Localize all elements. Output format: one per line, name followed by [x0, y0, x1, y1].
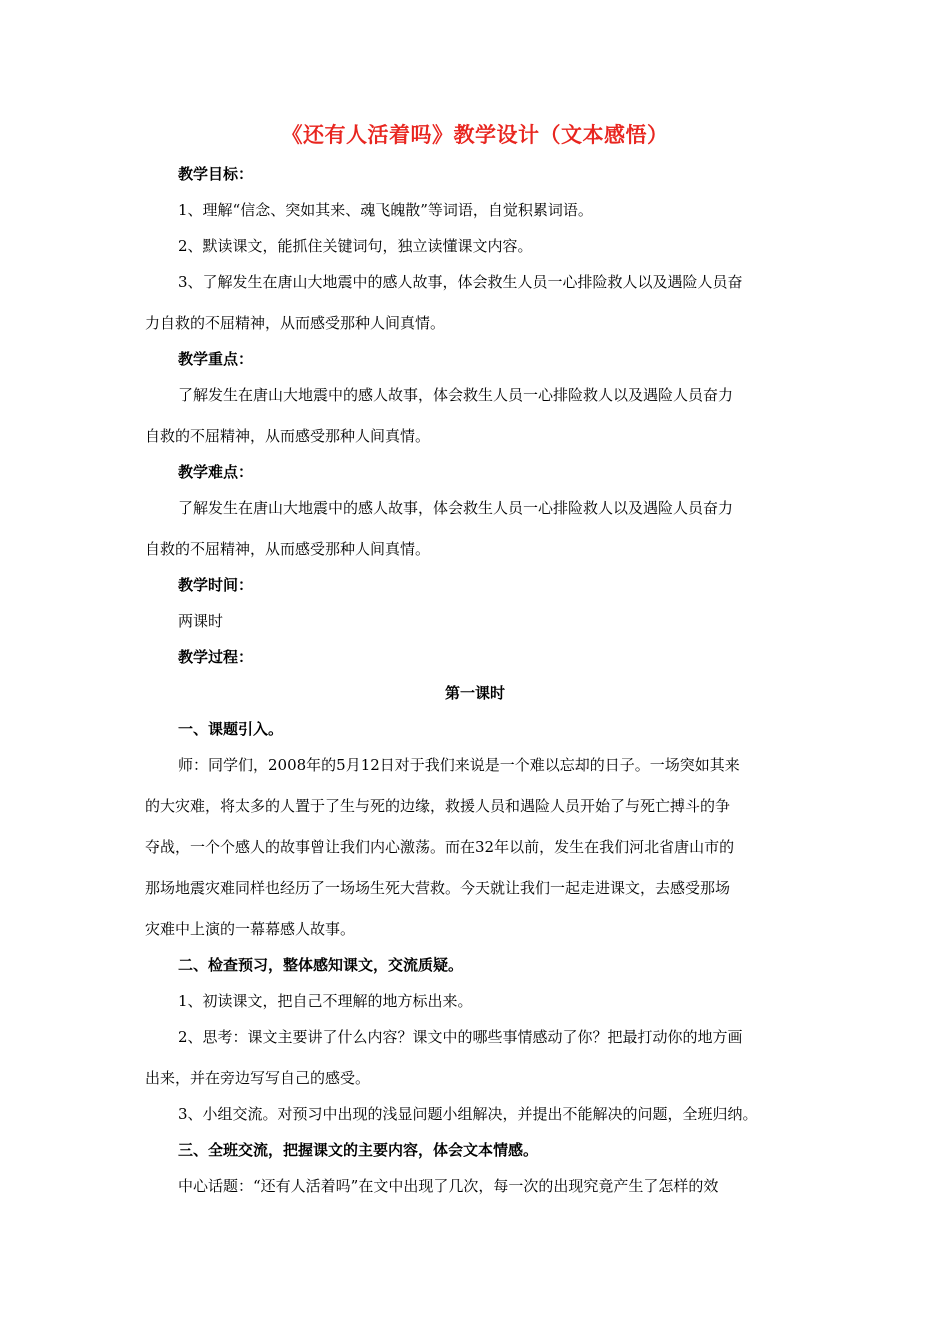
section2-line-3: 出来，并在旁边写写自己的感受。: [145, 1069, 371, 1087]
objective-item-1: 1、理解“信念、突如其来、魂飞魄散”等词语，自觉积累词语。: [178, 201, 593, 219]
difficulties-line-1: 了解发生在唐山大地震中的感人故事，体会救生人员一心排险救人以及遇险人员奋力: [178, 499, 734, 517]
lesson-title: 第一课时: [444, 684, 505, 702]
section2-heading: 二、检查预习，整体感知课文，交流质疑。: [178, 956, 464, 974]
key-points-line-2: 自救的不屈精神，从而感受那种人间真情。: [145, 427, 431, 445]
difficulties-line-2: 自救的不屈精神，从而感受那种人间真情。: [145, 540, 431, 558]
section1-line-5: 灾难中上演的一幕幕感人故事。: [145, 920, 356, 938]
objective-item-3-continued: 力自救的不屈精神，从而感受那种人间真情。: [145, 314, 446, 332]
section1-line-2: 的大灾难，将太多的人置于了生与死的边缘，救援人员和遇险人员开始了与死亡搏斗的争: [145, 797, 731, 815]
process-heading: 教学过程：: [178, 648, 254, 666]
section3-heading: 三、全班交流，把握课文的主要内容，体会文本情感。: [178, 1141, 539, 1159]
key-points-heading: 教学重点：: [178, 350, 254, 368]
objectives-heading: 教学目标：: [178, 165, 254, 183]
section2-line-2: 2、思考：课文主要讲了什么内容？课文中的哪些事情感动了你？把最打动你的地方画: [178, 1028, 743, 1046]
time-heading: 教学时间：: [178, 576, 254, 594]
section1-line-4: 那场地震灾难同样也经历了一场场生死大营救。今天就让我们一起走进课文，去感受那场: [145, 879, 731, 897]
section1-heading: 一、课题引入。: [178, 720, 284, 738]
document-title: 《还有人活着吗》教学设计（文本感悟）: [281, 122, 669, 147]
section1-line-1: 师：同学们，2008年的5月12日对于我们来说是一个难以忘却的日子。一场突如其来: [178, 756, 740, 774]
objective-item-3: 3、了解发生在唐山大地震中的感人故事，体会救生人员一心排险救人以及遇险人员奋: [178, 273, 743, 291]
section2-line-1: 1、初读课文，把自己不理解的地方标出来。: [178, 992, 473, 1010]
section3-line-1: 中心话题：“还有人活着吗”在文中出现了几次，每一次的出现究竟产生了怎样的效: [178, 1177, 719, 1195]
objective-item-2: 2、默读课文，能抓住关键词句，独立读懂课文内容。: [178, 237, 533, 255]
difficulties-heading: 教学难点：: [178, 463, 254, 481]
time-value: 两课时: [178, 612, 224, 630]
key-points-line-1: 了解发生在唐山大地震中的感人故事，体会救生人员一心排险救人以及遇险人员奋力: [178, 386, 734, 404]
section1-line-3: 夺战，一个个感人的故事曾让我们内心激荡。而在32年以前，发生在我们河北省唐山市的: [145, 838, 735, 856]
section2-line-4: 3、小组交流。对预习中出现的浅显问题小组解决，并提出不能解决的问题，全班归纳。: [178, 1105, 758, 1123]
